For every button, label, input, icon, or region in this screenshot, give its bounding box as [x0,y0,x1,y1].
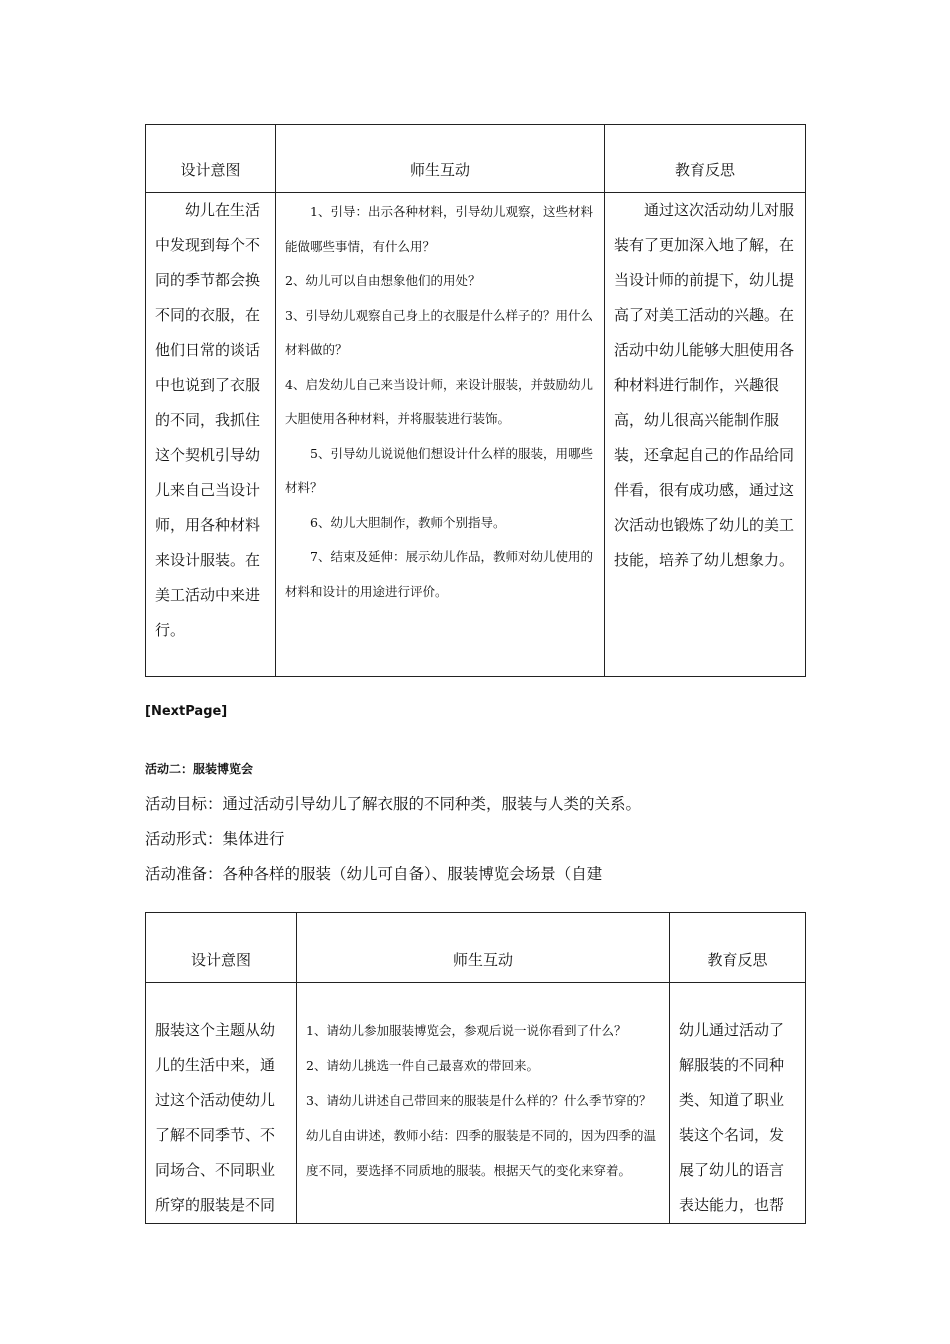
interaction-cell [297,983,670,1224]
step-item: 1、请幼儿参加服装博览会，参观后说一说你看到了什么？ [306,1023,627,1038]
header-design-intent: 设计意图 [146,913,297,983]
header-reflection: 教育反思 [605,125,806,193]
design-intent-cell: 幼儿在生活中发现到每个不同的季节都会换不同的衣服，在他们日常的谈话中也说到了衣服的不同，我抓住这个契机引导幼儿来自己当设计师，用各种材料来设计服装。在美工活动中来进行。 [146,193,276,677]
next-page-marker: [NextPage] [145,704,228,719]
header-design-intent: 设计意图 [146,125,276,193]
step-item: 2、请幼儿挑选一件自己最喜欢的带回来。 [306,1058,539,1073]
activity2-table [145,912,806,1224]
interaction-cell [276,193,605,677]
step-item: 2、幼儿可以自由想象他们的用处？ [285,273,481,288]
activity2-goal: 活动目标：通过活动引导幼儿了解衣服的不同种类，服装与人类的关系。 [145,795,642,813]
step-item: 3、引导幼儿观察自己身上的衣服是什么样子的？用什么材料做的？ [285,307,593,357]
reflection-cell: 幼儿通过活动了解服装的不同种类、知道了职业装这个名词，发展了幼儿的语言表达能力，也帮 [670,983,806,1224]
step-item: 6、幼儿大胆制作，教师个别指导。 [310,514,506,530]
step-item: 7、结束及延伸：展示幼儿作品，教师对幼儿使用的材料和设计的用途进行评价。 [285,549,593,599]
activity2-form: 活动形式：集体进行 [145,830,285,848]
header-interaction: 师生互动 [276,125,605,193]
reflection-cell: 通过这次活动幼儿对服装有了更加深入地了解，在当设计师的前提下，幼儿提高了对美工活动的兴趣。在活动中幼儿能够大胆使用各种材料进行制作，兴趣很高，幼儿很高兴能制作服装，还拿起自己的作品给同伴看，很有成功感，通过这次活动也锻炼了幼儿的美工技能，培养了幼儿想象力。 [605,193,806,677]
step-item: 1、引导：出示各种材料，引导幼儿观察，这些材料能做哪些事情，有什么用？ [285,204,593,254]
activity1-table [145,124,806,677]
step-item: 5、引导幼儿说说他们想设计什么样的服装，用哪些材料？ [285,445,593,495]
step-item: 4、启发幼儿自己来当设计师，来设计服装，并鼓励幼儿大胆使用各种材料，并将服装进行装饰。 [285,376,593,426]
step-item: 3、请幼儿讲述自己带回来的服装是什么样的？什么季节穿的？ 幼儿自由讲述，教师小结：四季的服装是不同的，因为四季的温度不同，要选择不同质地的服装。根据天气的变化来穿着。 [306,1093,664,1178]
activity2-title: 活动二：服装博览会 [145,762,254,776]
activity2-prep: 活动准备：各种各样的服装（幼儿可自备）、服装博览会场景（自建 [145,865,603,883]
header-reflection: 教育反思 [670,913,806,983]
header-interaction: 师生互动 [297,913,670,983]
design-intent-cell: 服装这个主题从幼儿的生活中来，通过这个活动使幼儿了解不同季节、不同场合、不同职业所穿的服装是不同 [146,983,297,1224]
